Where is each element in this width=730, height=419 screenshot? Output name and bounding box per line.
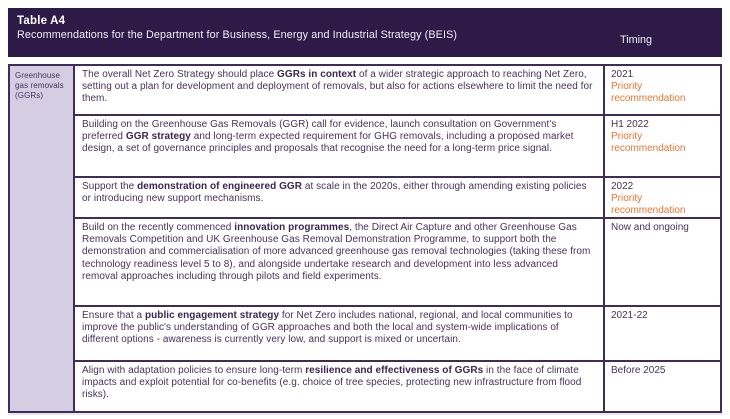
timing-cell (603, 66, 720, 114)
timing-date: Before 2025 (611, 365, 666, 376)
recommendation-highlight: innovation programmes (234, 222, 350, 233)
recommendation-text: Building on the Greenhouse Gas Removals (GGR) call for evidence, launch consultation on Government's preferred (82, 119, 557, 143)
recommendation-text: The overall Net Zero Strategy should place (82, 69, 278, 80)
recommendations-table (8, 64, 722, 413)
timing-date: Now and ongoing (611, 222, 689, 233)
recommendation-highlight: resilience and effectiveness of GGRs (305, 365, 484, 376)
timing-date: 2021 (611, 69, 634, 80)
recommendation-cell (75, 66, 603, 114)
timing-cell (603, 116, 720, 176)
timing-date: 2022 (611, 181, 634, 192)
timing-cell (603, 307, 720, 360)
recommendation-cell (75, 307, 603, 360)
recommendation-highlight: GGRs in context (277, 69, 357, 80)
priority-label: Priority recommendation (611, 81, 686, 105)
recommendation-cell (75, 362, 603, 411)
recommendation-highlight: public engagement strategy (144, 310, 280, 321)
recommendation-text: Support the (82, 181, 138, 192)
recommendation-cell (75, 219, 603, 305)
priority-label: Priority recommendation (611, 131, 686, 155)
recommendation-text: and long-term expected requirement for GHG removals, including a proposed market design, a set of governance principles and proposals that recognise the need for a long-term price signal. (82, 131, 574, 155)
table-subtitle: Recommendations for the Department for Business, Energy and Industrial Strategy (BEIS) (17, 29, 458, 41)
timing-date: H1 2022 (611, 119, 649, 130)
timing-cell (603, 178, 720, 217)
recommendation-text: Build on the recently commenced (82, 222, 235, 233)
timing-cell (603, 219, 720, 305)
recommendation-text: , the Direct Air Capture and other Greenhouse Gas Removals Competition and UK Greenhouse Gas Removal Demonstration Programme, to support both the demonstration and commercialisation of more advanced greenhouse gas removal technologies (taking these from technology readiness level 5 to 8), and alongside undertake research and development into less advanced removal approaches including through pilots and field experiments. (82, 222, 591, 282)
recommendation-highlight: GGR strategy (125, 131, 191, 143)
table-row (75, 307, 722, 362)
recommendation-text: for Net Zero includes national, regional, and local communities to improve the public's understanding of GGR approaches and both the local and system-wide implications of different options - awareness is currently very low, and support is mixed or uncertain. (82, 310, 573, 346)
table-rows (75, 64, 722, 413)
table-row (75, 219, 722, 307)
recommendation-cell (75, 178, 603, 217)
cutoff-next-row-line (8, 413, 722, 415)
recommendation-text: in the face of climate impacts and exploit potential for co-benefits (e.g. choice of tree species, protecting new infrastructure from flood risks). (82, 365, 582, 401)
recommendation-text: at scale in the 2020s, either through amending existing policies or introducing new support mechanisms. (82, 181, 587, 205)
recommendation-cell (75, 116, 603, 176)
recommendation-text: of a wider strategic approach to reaching Net Zero, setting out a plan for development and deployment of removals, but also for actions elsewhere to limit the need for them. (82, 69, 593, 105)
timing-date: 2021-22 (611, 310, 648, 321)
table-row (75, 362, 722, 413)
category-cell: Greenhouse gas removals (GGRs) (8, 64, 75, 413)
table-title: Table A4 (17, 15, 66, 27)
table-row (75, 116, 722, 178)
table-header-bar (8, 8, 722, 57)
recommendation-highlight: demonstration of engineered GGR (137, 181, 302, 192)
recommendation-text: Ensure that a (82, 310, 145, 321)
table-row (75, 178, 722, 219)
priority-label: Priority recommendation (611, 193, 686, 217)
recommendation-text: Align with adaptation policies to ensure long-term (82, 365, 306, 376)
table-row (75, 64, 722, 116)
timing-cell (603, 362, 720, 411)
timing-column-header: Timing (620, 34, 652, 46)
